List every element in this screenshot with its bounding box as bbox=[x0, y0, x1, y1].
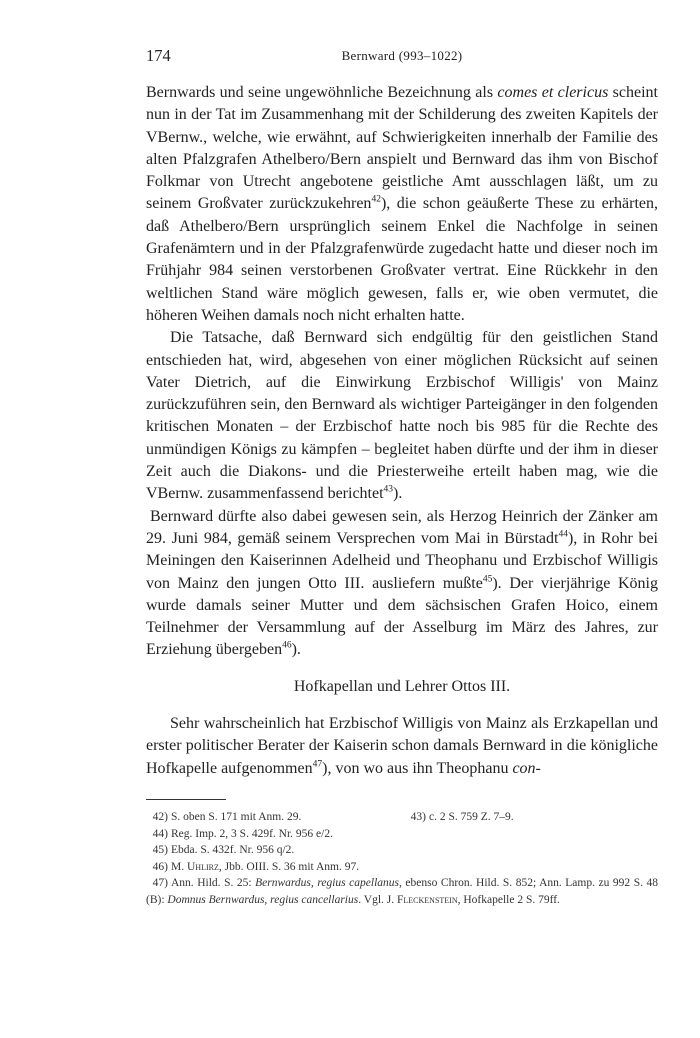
footnote-text: . Vgl. J. bbox=[358, 893, 397, 906]
footnote-text: M. bbox=[171, 860, 187, 873]
footnote-ref: 44 bbox=[558, 529, 568, 540]
footnote-ref: 47 bbox=[312, 759, 323, 770]
emphasis: comes et clericus bbox=[497, 84, 609, 101]
paragraph-text: Sehr wahrscheinlich hat Erzbischof Willigis von Mainz als Erzkapellan und erster politischer Berater der Kaiserin schon damals Bernward in die königliche Hofkapelle aufgenommen bbox=[146, 715, 658, 777]
emphasis: Bernwardus, regius capellanus bbox=[255, 877, 400, 889]
author-name: Fleckenstein bbox=[397, 893, 458, 906]
author-name: Uhlirz bbox=[186, 860, 219, 873]
footnote-text: Ebda. S. 432f. Nr. 956 q/2. bbox=[171, 844, 295, 856]
footnote-44 bbox=[146, 826, 658, 843]
paragraph-text: Bernwards und seine ungewöhnliche Bezeichnung als bbox=[146, 84, 498, 101]
main-text-continued bbox=[146, 713, 658, 780]
footnote-ref: 42 bbox=[371, 195, 381, 206]
main-text bbox=[146, 82, 658, 662]
footnote-number: 42) bbox=[152, 811, 168, 823]
paragraph-text: ). bbox=[393, 485, 403, 503]
paragraph-2 bbox=[146, 327, 658, 505]
page-header bbox=[146, 46, 658, 68]
footnote-46 bbox=[146, 859, 658, 876]
footnote-ref: 45 bbox=[482, 574, 493, 585]
footnote-number: 47) bbox=[152, 877, 168, 889]
paragraph-text: Bernward dürfte also dabei gewesen sein, als Herzog Heinrich der Zänker am 29. Juni 984, gemäß seinem Versprechen vom Mai in Bürstadt bbox=[146, 507, 658, 547]
paragraph-text: ). Der vierjährige König wurde damals seiner Mutter und dem sächsischen Grafen Hoico, einem Teilnehmer der Versammlung auf der Asselburg im März des Jahres, zur Erziehung übergeben bbox=[146, 574, 658, 659]
footnote-ref: 46 bbox=[282, 641, 292, 652]
paragraph-1 bbox=[146, 82, 658, 327]
footnote-43 bbox=[404, 809, 514, 826]
paragraph-3 bbox=[146, 506, 658, 662]
paragraph-text: ), die schon geäußerte These zu erhärten, daß Athelbero/Bern ursprünglich seinem Enkel die Nachfolge in seinen Grafenämtern und in der Pfalzgrafenwürde zugedacht hatte und dieser noch im Frühjahr 984 seinen verstorbenen Großvater vertrat. Eine Rückkehr in den weltlichen Stand wäre möglich gewesen, falls er, wie oben vermutet, die höheren Weihen damals noch nicht erhalten hatte. bbox=[146, 195, 658, 324]
footnotes bbox=[146, 809, 658, 908]
footnote-text: , Hofkapelle 2 S. 79ff. bbox=[457, 893, 560, 906]
page-number: 174 bbox=[146, 46, 171, 65]
footnote-number: 46) bbox=[152, 860, 168, 873]
footnote-47 bbox=[146, 875, 658, 908]
paragraph-4 bbox=[146, 713, 658, 780]
footnote-42 bbox=[146, 809, 404, 826]
paragraph-text: scheint nun in der Tat im Zusammenhang mit der Schilderung des zweiten Kapitels der VBernw., welche, wie erwähnt, auf Schwierigkeiten innerhalb der Familie des alten Pfalzgrafen Athelbero/Bern anspielt und Bernward das ihm von Bischof Folkmar von Utrecht angebotene geistliche Amt ausschlagen läßt, um zu seinem Großvater zurückzukehren bbox=[146, 84, 658, 213]
footnote-text: , ebenso Chron. Hild. S. 852; Ann. Lamp. zu 992 S. 48 (B): bbox=[146, 877, 658, 906]
emphasis: con- bbox=[512, 759, 541, 777]
running-title: Bernward (993–1022) bbox=[341, 48, 463, 63]
paragraph-text: Die Tatsache, daß Bernward sich endgültig für den geistlichen Stand entschieden hat, wird, abgesehen von einer möglichen Rücksicht auf seinen Vater Dietrich, auf die Einwirkung Erzbischof Willigis' von Mainz zurückzuführen sein, den Bernward als wichtiger Parteigänger in den folgenden kritischen Monaten – der Erzbischof hatte noch bis 985 für die Rechte des unmündigen Königs zu kämpfen – begleitet haben dürfte und der ihm in dieser Zeit auch die Diakons- und die Priesterweihe erteilt haben mag, wie die VBernw. zusammenfassend berichtet bbox=[146, 329, 658, 503]
footnote-divider bbox=[146, 799, 226, 800]
footnote-text: , Jbb. OIII. S. 36 mit Anm. 97. bbox=[218, 860, 360, 873]
footnote-45 bbox=[146, 842, 658, 859]
paragraph-text: ). bbox=[291, 641, 301, 659]
section-heading: Hofkapellan und Lehrer Ottos III. bbox=[293, 678, 511, 695]
footnote-text: Reg. Imp. 2, 3 S. 429f. Nr. 956 e/2. bbox=[171, 827, 333, 840]
footnote-number: 44) bbox=[152, 827, 168, 840]
footnote-number: 45) bbox=[152, 844, 168, 856]
footnote-number: 43) bbox=[410, 811, 426, 823]
footnote-text: Ann. Hild. S. 25: bbox=[171, 877, 256, 889]
footnote-text: S. oben S. 171 mit Anm. 29. bbox=[171, 811, 302, 823]
emphasis: Domnus Bernwardus, regius cancellarius bbox=[167, 893, 359, 906]
footnote-ref: 43 bbox=[383, 485, 394, 496]
footnote-row bbox=[146, 809, 658, 826]
footnote-text: c. 2 S. 759 Z. 7–9. bbox=[429, 811, 514, 823]
paragraph-text: ), von wo aus ihn Theophanu bbox=[322, 759, 513, 777]
paragraph-text: ), in Rohr bei Meiningen den Kaiserinnen Adelheid und Theophanu und Erzbischof Willigis von Mainz den jungen Otto III. ausliefern mußte bbox=[146, 529, 658, 592]
